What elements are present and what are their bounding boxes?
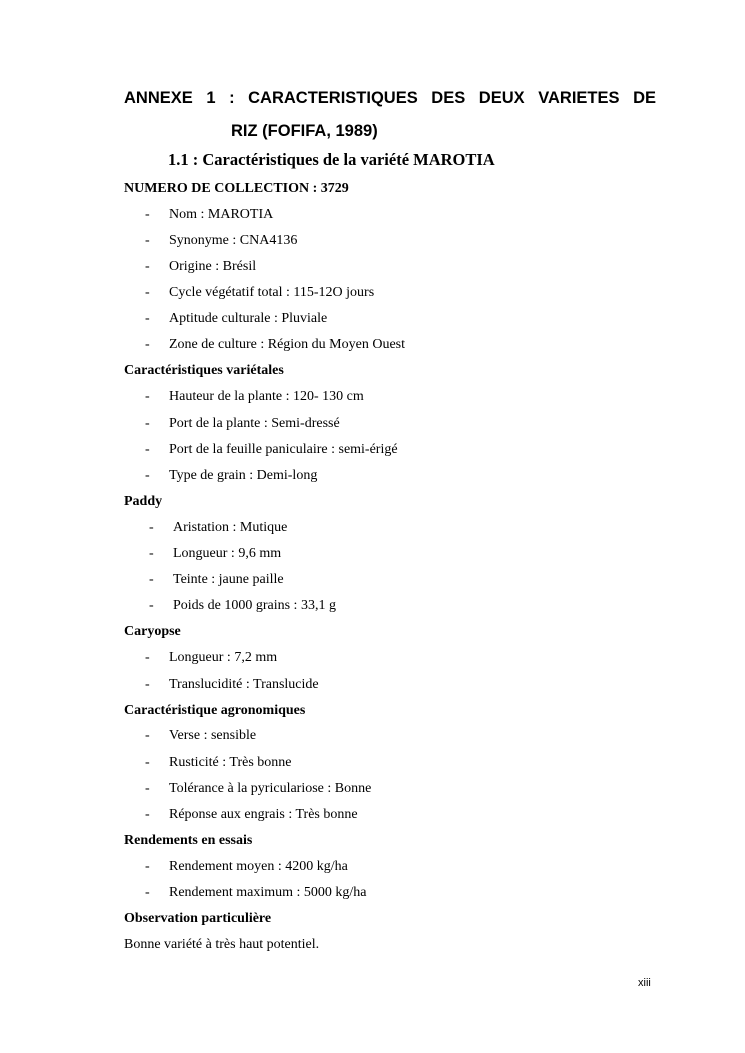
list-item: Teinte : jaune paille — [173, 572, 284, 587]
list-item: Verse : sensible — [169, 728, 257, 743]
page-number: xiii — [638, 977, 651, 989]
list-item: Translucidité : Translucide — [169, 677, 319, 692]
list-dash: - — [145, 259, 150, 274]
section-subtitle: 1.1 : Caractéristiques de la variété MAROTIA — [168, 150, 495, 169]
list-dash: - — [145, 337, 150, 352]
list-dash: - — [145, 285, 150, 300]
title-word: ANNEXE — [124, 89, 193, 107]
list-dash: - — [145, 885, 150, 900]
list-dash: - — [145, 755, 150, 770]
title-word: DES — [431, 89, 466, 107]
list-item: Poids de 1000 grains : 33,1 g — [173, 598, 336, 613]
list-dash: - — [145, 311, 150, 326]
list-dash: - — [145, 781, 150, 796]
list-item: Rendement moyen : 4200 kg/ha — [169, 859, 348, 874]
list-dash: - — [145, 233, 150, 248]
varietal-heading: Caractéristiques variétales — [124, 363, 284, 378]
list-dash: - — [145, 677, 150, 692]
list-dash: - — [145, 416, 150, 431]
list-dash: - — [145, 468, 150, 483]
list-item: Aptitude culturale : Pluviale — [169, 311, 328, 326]
annex-title-line-2: RIZ (FOFIFA, 1989) — [231, 122, 378, 140]
list-item: Port de la feuille paniculaire : semi-érigé — [169, 442, 398, 457]
list-item: Synonyme : CNA4136 — [169, 233, 298, 248]
list-item: Type de grain : Demi-long — [169, 468, 318, 483]
title-word: DEUX — [478, 89, 525, 107]
list-dash: - — [145, 859, 150, 874]
list-item: Aristation : Mutique — [173, 520, 288, 535]
title-word: VARIETES — [538, 89, 620, 107]
list-item: Réponse aux engrais : Très bonne — [169, 807, 358, 822]
list-dash: - — [145, 807, 150, 822]
observation-text: Bonne variété à très haut potentiel. — [124, 937, 320, 952]
list-item: Hauteur de la plante : 120- 130 cm — [169, 389, 364, 404]
list-item: Nom : MAROTIA — [169, 207, 274, 222]
list-item: Port de la plante : Semi-dressé — [169, 416, 340, 431]
collection-number: NUMERO DE COLLECTION : 3729 — [124, 181, 349, 196]
list-dash: - — [145, 442, 150, 457]
list-item: Rendement maximum : 5000 kg/ha — [169, 885, 367, 900]
list-dash: - — [149, 520, 154, 535]
list-dash: - — [145, 650, 150, 665]
list-item: Origine : Brésil — [169, 259, 257, 274]
list-item: Zone de culture : Région du Moyen Ouest — [169, 337, 406, 352]
list-item: Cycle végétatif total : 115-12O jours — [169, 285, 375, 300]
list-item: Longueur : 9,6 mm — [173, 546, 282, 561]
list-item: Tolérance à la pyriculariose : Bonne — [169, 781, 372, 796]
yield-heading: Rendements en essais — [124, 833, 253, 848]
observation-heading: Observation particulière — [124, 911, 272, 926]
title-word: DE — [633, 89, 656, 107]
list-dash: - — [149, 546, 154, 561]
list-item: Longueur : 7,2 mm — [169, 650, 278, 665]
title-word: CARACTERISTIQUES — [248, 89, 418, 107]
paddy-heading: Paddy — [124, 494, 163, 509]
list-dash: - — [145, 728, 150, 743]
list-dash: - — [149, 598, 154, 613]
title-word: : — [229, 89, 235, 107]
title-word: 1 — [206, 89, 216, 107]
caryopse-heading: Caryopse — [124, 624, 181, 639]
list-dash: - — [145, 389, 150, 404]
annex-title-line-1 — [124, 88, 656, 108]
list-dash: - — [145, 207, 150, 222]
list-dash: - — [149, 572, 154, 587]
list-item: Rusticité : Très bonne — [169, 755, 292, 770]
agronomic-heading: Caractéristique agronomiques — [124, 703, 306, 718]
